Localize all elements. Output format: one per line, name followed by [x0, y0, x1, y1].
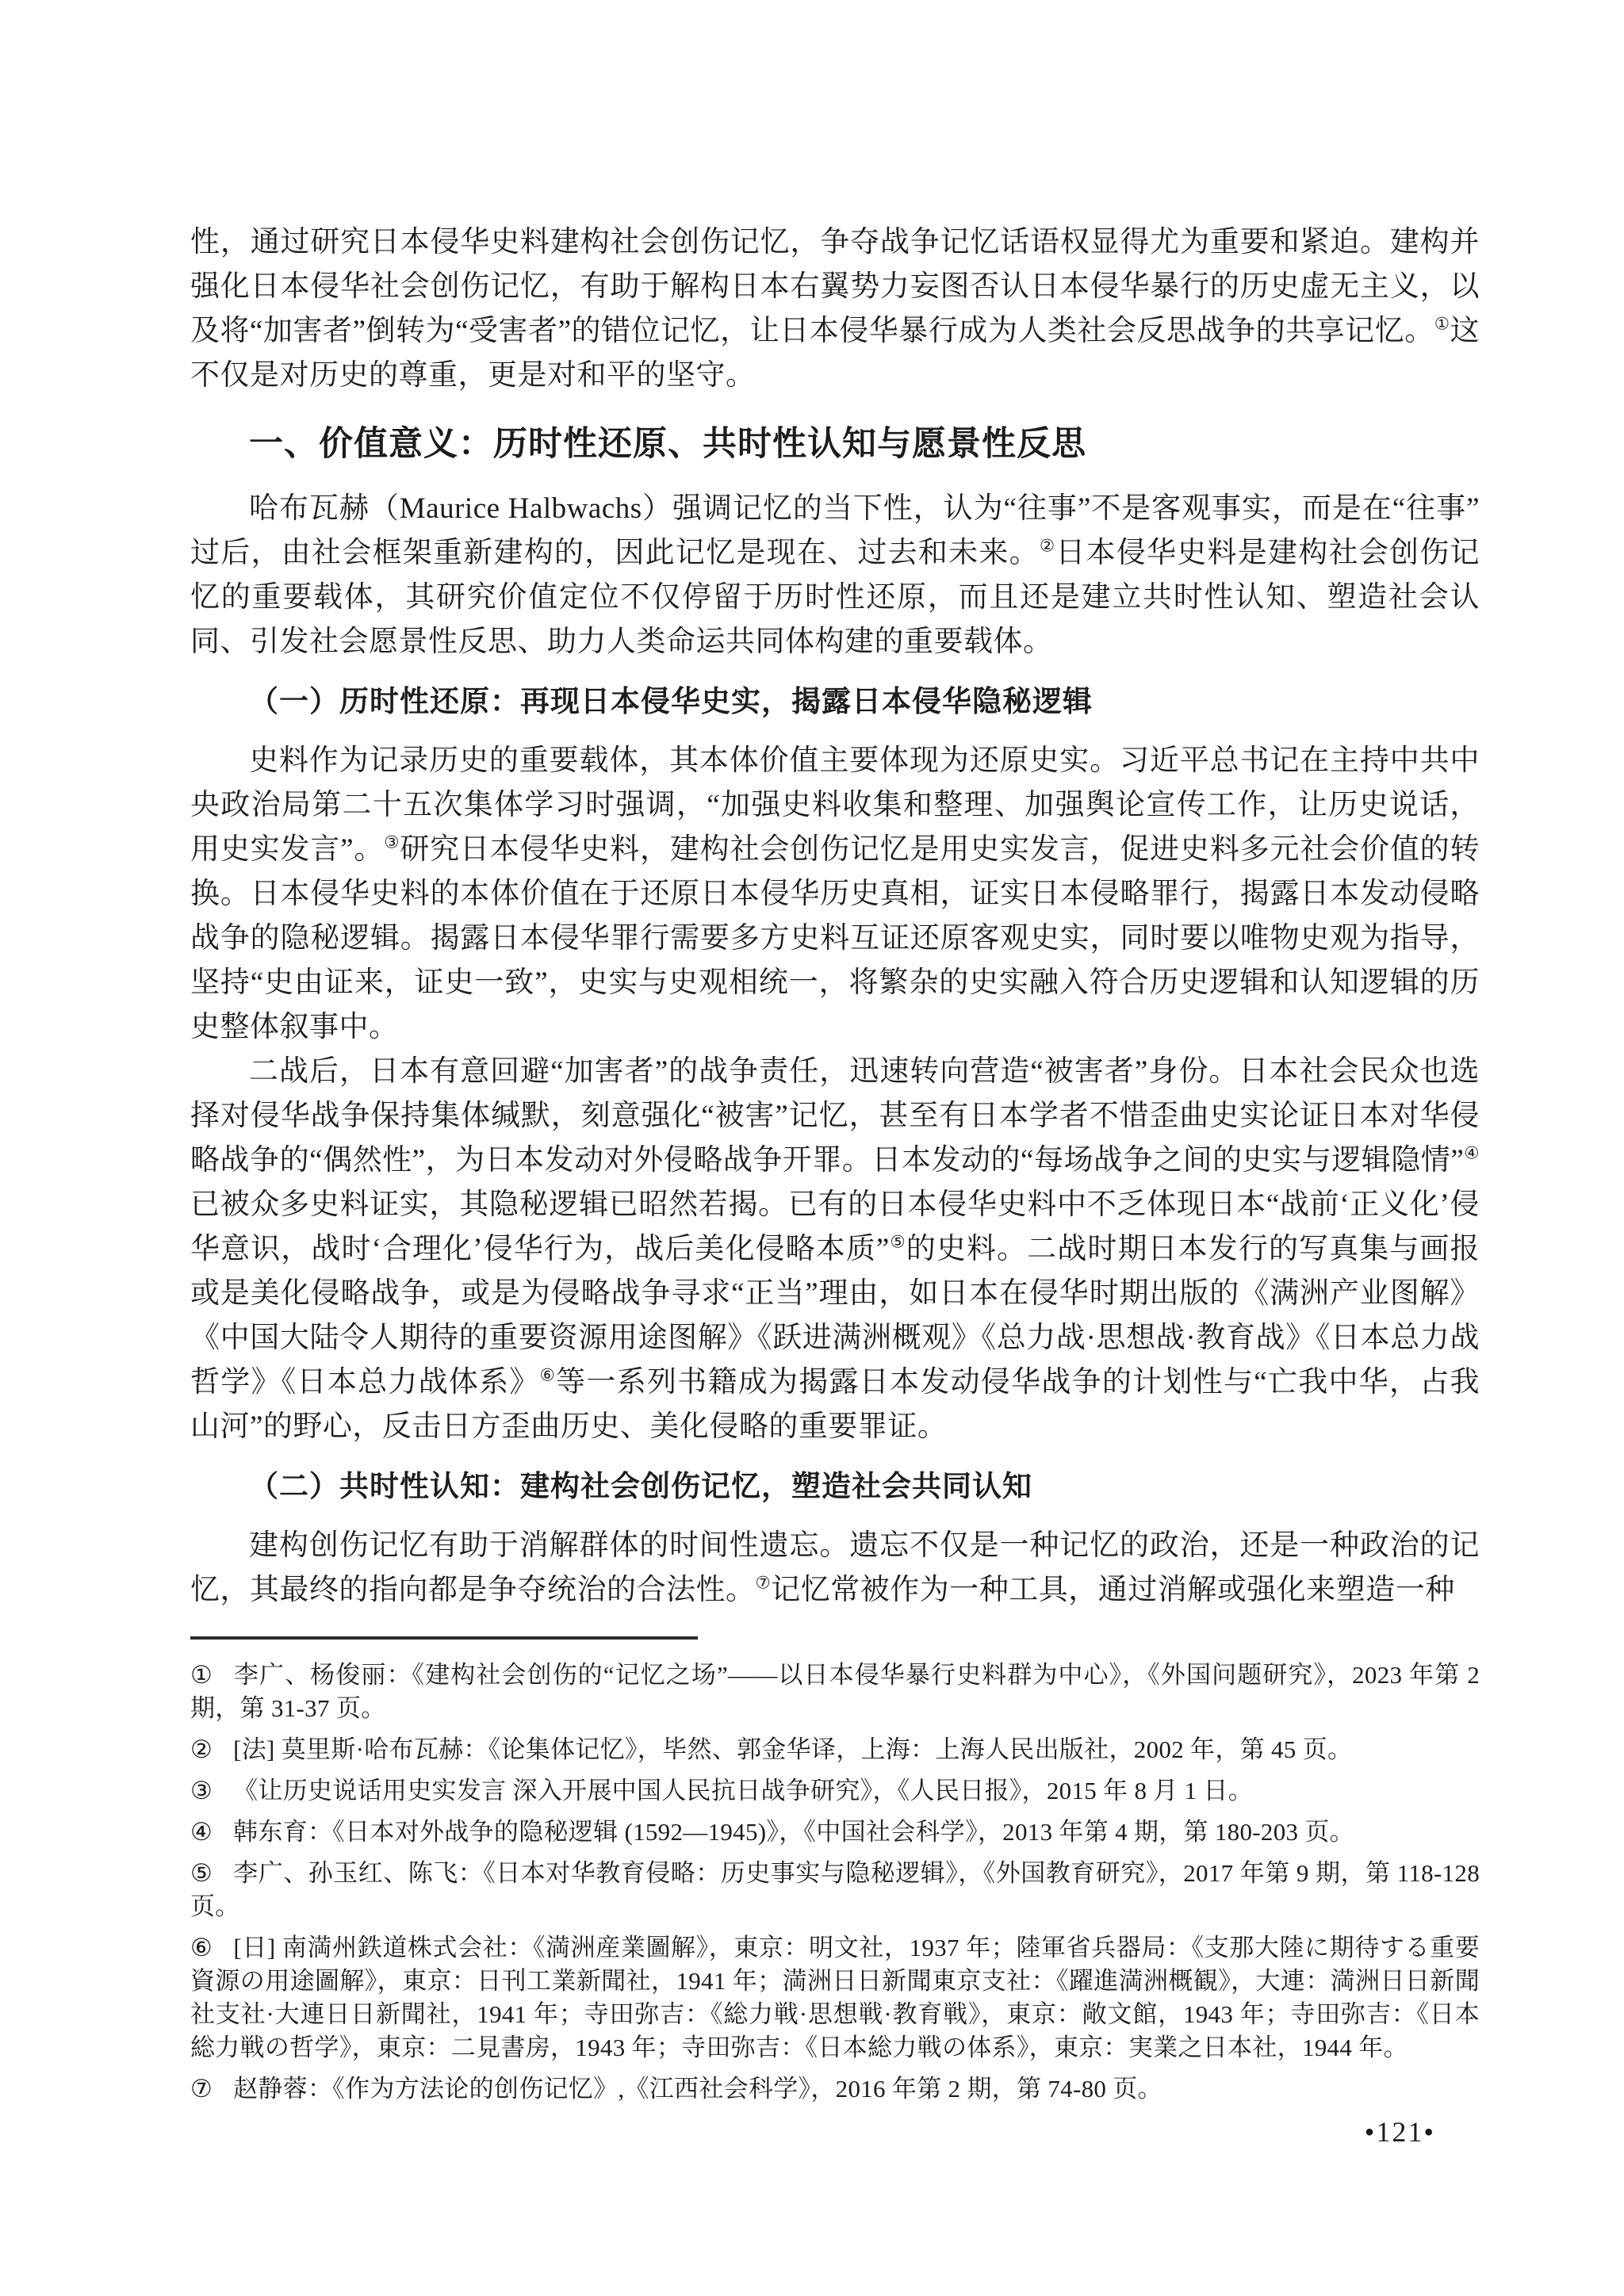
footnote: ⑦ 赵静蓉：《作为方法论的创伤记忆》,《江西社会科学》，2016 年第 2 期，第 74-80 页。: [190, 2075, 1162, 2103]
footnote-marker: ④: [190, 1818, 213, 1846]
page-number: •121•: [1364, 2116, 1435, 2148]
paragraph: 建构创伤记忆有助于消解群体的时间性遗忘。遗忘不仅是一种记忆的政治，还是一种政治的记忆，其最终的指向都是争夺统治的合法性。⑦记忆常被作为一种工具，通过消解或强化来塑造一种: [190, 1529, 1480, 1606]
footnote-ref: ⑥: [539, 1365, 557, 1385]
footnote: ③ 《让历史说话用史实发言 深入开展中国人民抗日战争研究》，《人民日报》，2015 年 8 月 1 日。: [190, 1777, 1254, 1804]
footnote-marker: ①: [190, 1661, 213, 1689]
footnote-ref: ④: [1464, 1143, 1480, 1163]
section-heading: 一、价值意义：历时性还原、共时性认知与愿景性反思: [248, 425, 1086, 463]
footnote-ref: ⑤: [889, 1232, 906, 1252]
footnote-ref: ③: [384, 832, 400, 852]
footnote-ref: ①: [1434, 314, 1450, 334]
paragraph: 二战后，日本有意回避“加害者”的战争责任，迅速转向营造“被害者”身份。日本社会民众也选择对侵华战争保持集体缄默，刻意强化“被害”记忆，甚至有日本学者不惜歪曲史实论证日本对华侵略战争的“偶然性”，为日本发动对外侵略战争开罪。日本发动的“每场战争之间的史实与逻辑隐情”④已被众多史料证实，其隐秘逻辑已昭然若揭。已有的日本侵华史料中不乏体现日本“战前‘正义化’侵华意识，战时‘合理化’侵华行为，战后美化侵略本质”⑤的史料。二战时期日本发行的写真集与画报或是美化侵略战争，或是为侵略战争寻求“正当”理由，如日本在侵华时期出版的《满洲产业图解》《中国大陆令人期待的重要资源用途图解》《跃进满洲概观》《总力战·思想战·教育战》《日本总力战哲学》《日本总力战体系》⑥等一系列书籍成为揭露日本发动侵华战争的计划性与“亡我中华，占我山河”的野心，反击日方歪曲历史、美化侵略的重要罪证。: [190, 1055, 1480, 1443]
paragraph: 史料作为记录历史的重要载体，其本体价值主要体现为还原史实。习近平总书记在主持中共中央政治局第二十五次集体学习时强调，“加强史料收集和整理、加强舆论宣传工作，让历史说话，用史实发言”。③研究日本侵华史料，建构社会创伤记忆是用史实发言，促进史料多元社会价值的转换。日本侵华史料的本体价值在于还原日本侵华历史真相，证实日本侵略罪行，揭露日本发动侵略战争的隐秘逻辑。揭露日本侵华罪行需要多方史料互证还原客观史实，同时要以唯物史观为指导，坚持“史由证来，证史一致”，史实与史观相统一，将繁杂的史实融入符合历史逻辑和认知逻辑的历史整体叙事中。: [190, 744, 1480, 1043]
footnote-ref: ②: [1039, 536, 1056, 556]
footnote: ② [法] 莫里斯·哈布瓦赫：《论集体记忆》，毕然、郭金华译，上海：上海人民出版社，2002 年，第 45 页。: [190, 1735, 1353, 1763]
footnote-marker: ⑥: [190, 1934, 213, 1961]
paragraph: 哈布瓦赫（Maurice Halbwachs）强调记忆的当下性，认为“往事”不是客观事实，而是在“往事”过后，由社会框架重新建构的，因此记忆是现在、过去和未来。②日本侵华史料是建构社会创伤记忆的重要载体，其研究价值定位不仅停留于历时性还原，而且还是建立共时性认知、塑造社会认同、引发社会愿景性反思、助力人类命运共同体构建的重要载体。: [190, 492, 1480, 658]
footnote-marker: ③: [190, 1777, 213, 1804]
footnote: ④ 韩东育：《日本对外战争的隐秘逻辑 (1592—1945)》，《中国社会科学》，2013 年第 4 期，第 180-203 页。: [190, 1818, 1354, 1846]
footnote: ① 李广、杨俊丽：《建构社会创伤的“记忆之场”——以日本侵华暴行史料群为中心》，《外国问题研究》，2023 年第 2 期，第 31-37 页。: [190, 1661, 1480, 1722]
subsection-heading: （一）历时性还原：再现日本侵华史实，揭露日本侵华隐秘逻辑: [249, 686, 1093, 718]
footnotes-section: [190, 1636, 1480, 2106]
footnote-separator: [190, 1636, 698, 1640]
body-text: [190, 220, 1480, 1613]
paragraph: 性，通过研究日本侵华史料建构社会创伤记忆，争夺战争记忆话语权显得尤为重要和紧迫。建构并强化日本侵华社会创伤记忆，有助于解构日本右翼势力妄图否认日本侵华暴行的历史虚无主义，以及将“加害者”倒转为“受害者”的错位记忆，让日本侵华暴行成为人类社会反思战争的共享记忆。①这不仅是对历史的尊重，更是对和平的坚守。: [190, 226, 1480, 392]
article-body: [190, 220, 1480, 2114]
footnote-marker: ②: [190, 1735, 213, 1763]
footnote: ⑤ 李广、孙玉红、陈飞：《日本对华教育侵略：历史事实与隐秘逻辑》，《外国教育研究》，2017 年第 9 期，第 118-128 页。: [190, 1859, 1480, 1920]
footnote-ref: ⑦: [755, 1573, 772, 1593]
footnote-list: [190, 1659, 1480, 2106]
footnote-marker: ⑦: [190, 2075, 213, 2103]
subsection-heading: （二）共时性认知：建构社会创伤记忆，塑造社会共同认知: [249, 1471, 1032, 1503]
footnote: ⑥ [日] 南満州鉄道株式会社：《満洲産業圖解》，東京：明文社，1937 年；陸軍省兵器局：《支那大陸に期待する重要資源の用途圖解》，東京：日刊工業新聞社，1941 年；満洲日日新聞東京支社：《躍進満洲概観》，大連：満洲日日新聞社支社·大連日日新聞社，1941 年；寺田弥吉：《総力戦·思想戦·教育戦》，東京：敞文館，1943 年；寺田弥吉：《日本総力戦の哲学》，東京：二見書房，1943 年；寺田弥吉：《日本総力戦の体系》，東京：実業之日本社，1944 年。: [190, 1934, 1480, 2061]
footnote-marker: ⑤: [190, 1859, 213, 1887]
